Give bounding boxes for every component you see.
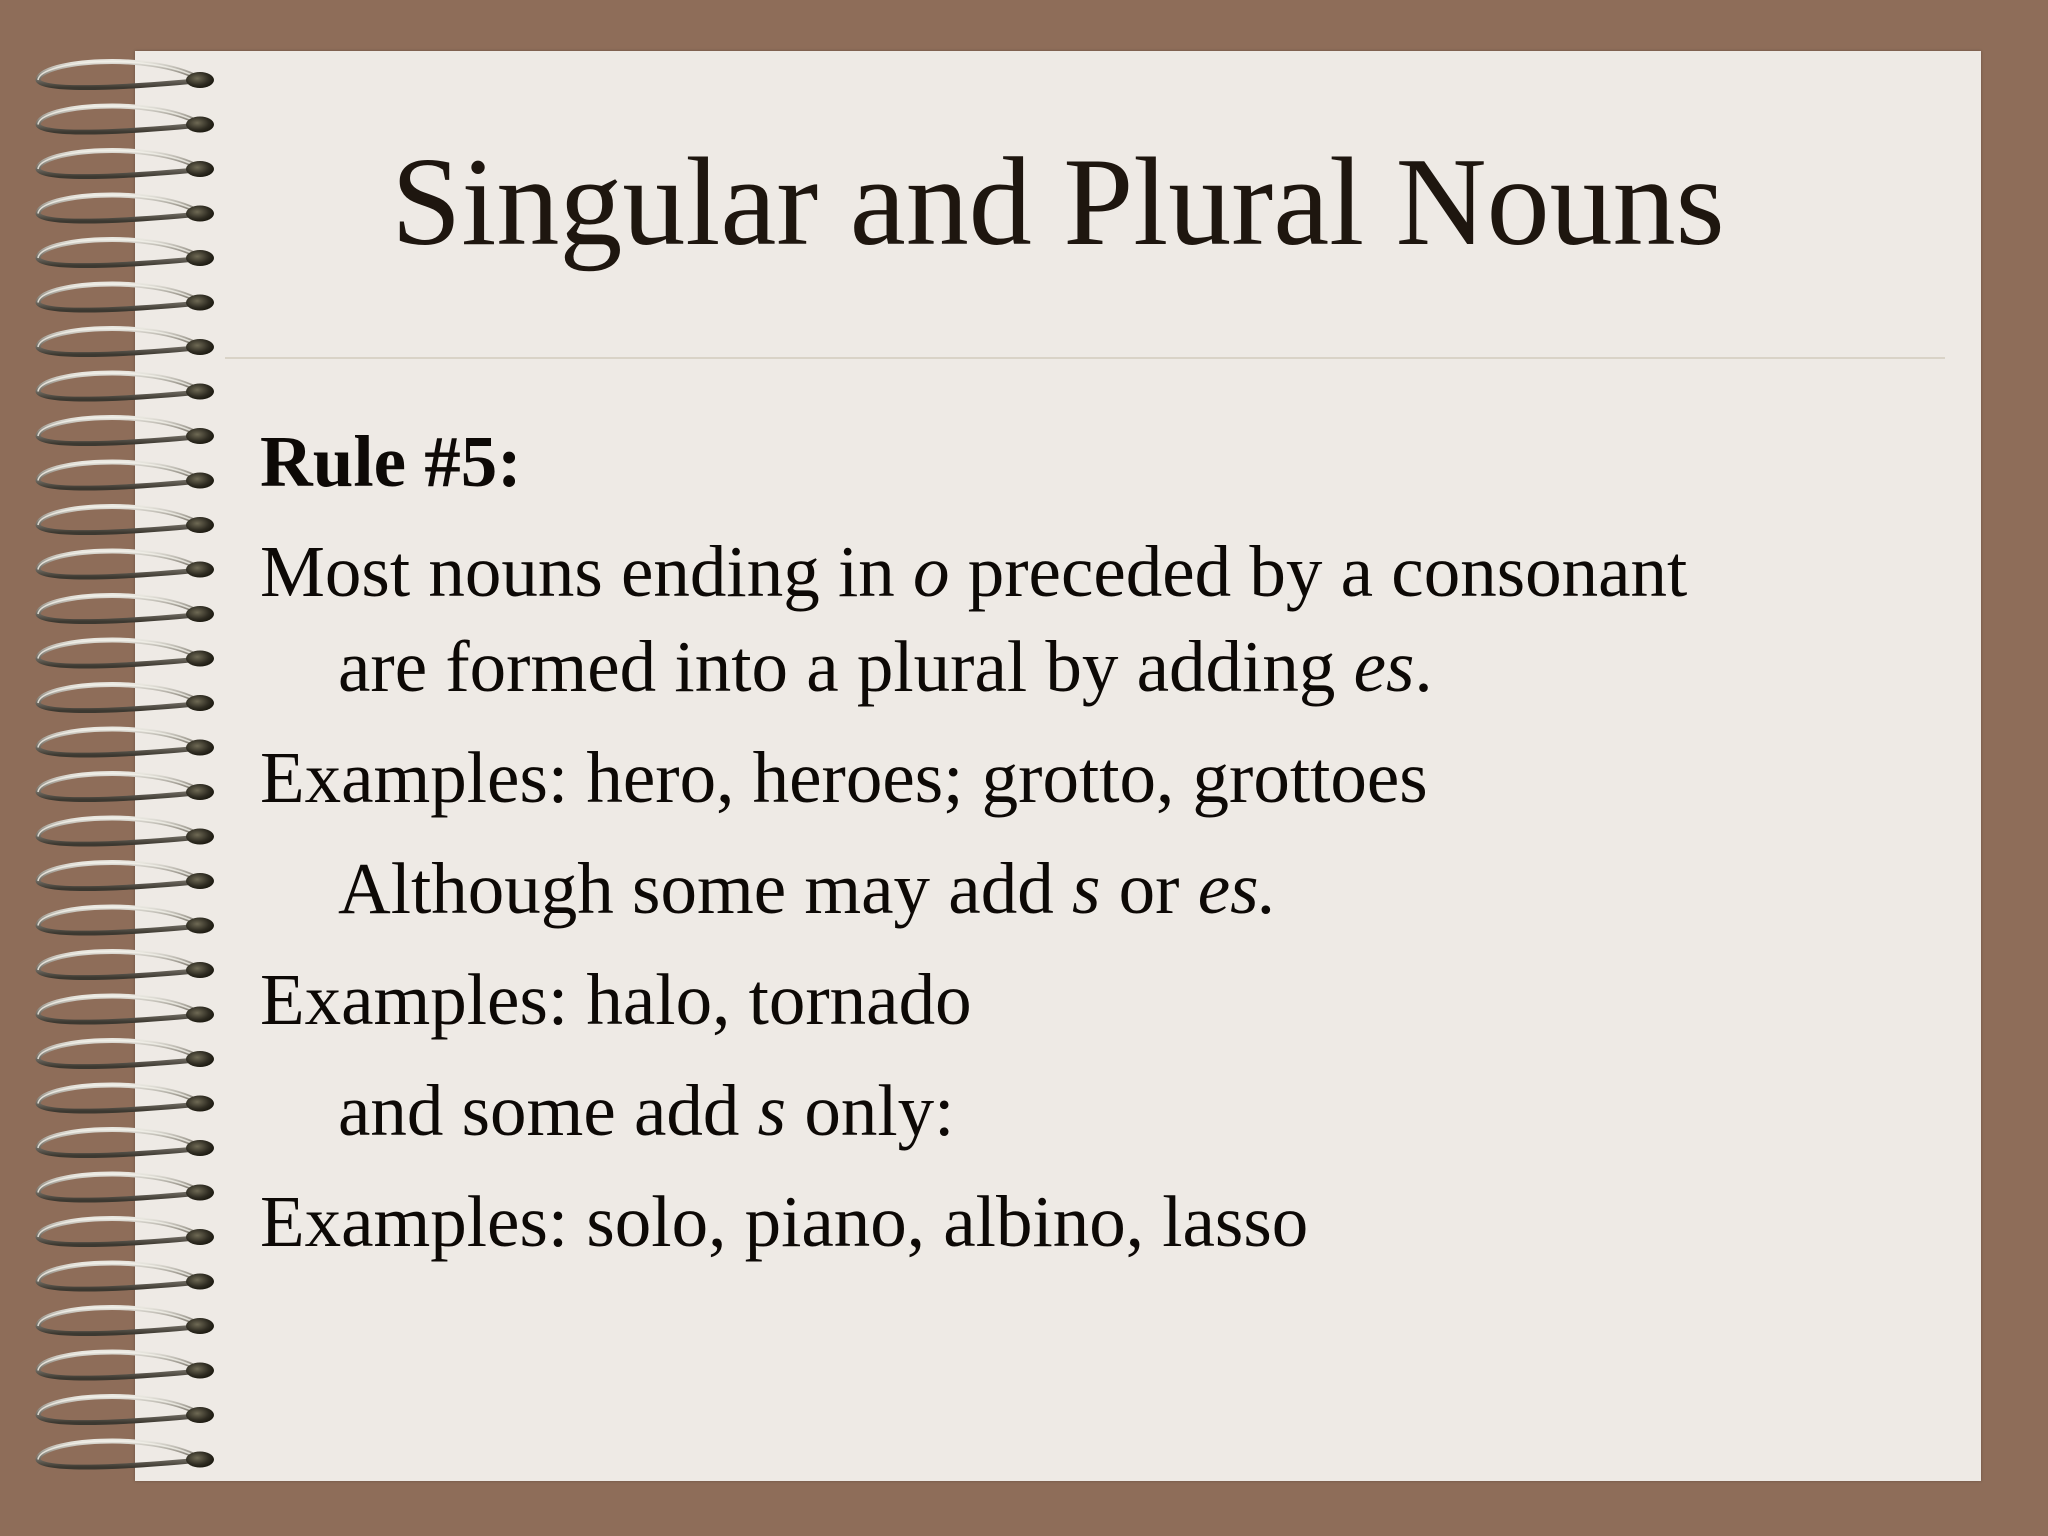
spiral-ring-icon xyxy=(38,729,214,755)
spiral-ring-icon xyxy=(38,1397,214,1423)
slide-title: Singular and Plural Nouns xyxy=(391,133,1725,272)
spiral-ring-icon xyxy=(38,596,214,622)
spiral-ring-icon xyxy=(38,284,214,310)
note-1-text: Although some may add xyxy=(338,848,1072,929)
spiral-ring-icon xyxy=(38,106,214,132)
spiral-ring-icon xyxy=(38,685,214,711)
spiral-ring-icon xyxy=(38,551,214,577)
spiral-ring-icon xyxy=(38,1219,214,1245)
rule-line-2 xyxy=(338,626,1433,707)
note-2-italic-s: s xyxy=(757,1070,787,1151)
spiral-ring-icon xyxy=(38,1041,214,1067)
spiral-ring-icon xyxy=(38,62,214,88)
spiral-ring-icon xyxy=(38,1263,214,1289)
note-2-text-end: only: xyxy=(786,1070,955,1151)
spiral-ring-icon xyxy=(38,1352,214,1378)
rule-line-2-italic: es xyxy=(1353,626,1415,707)
spiral-ring-icon xyxy=(38,863,214,889)
spiral-ring-icon xyxy=(38,952,214,978)
spiral-ring-icon xyxy=(38,329,214,355)
spiral-ring-icon xyxy=(38,418,214,444)
spiral-ring-icon xyxy=(38,1174,214,1200)
examples-1: Examples: hero, heroes; grotto, grottoes xyxy=(260,737,1428,818)
rule-line-2-text: are formed into a plural by adding xyxy=(338,626,1354,707)
title-divider xyxy=(225,357,1945,359)
note-2-text: and some add xyxy=(338,1070,758,1151)
examples-3: Examples: solo, piano, albino, lasso xyxy=(260,1181,1309,1262)
spiral-ring-icon xyxy=(38,507,214,533)
note-1-italic-s: s xyxy=(1071,848,1101,929)
note-1 xyxy=(338,848,1277,929)
rule-line-1-text-end: preceded by a consonant xyxy=(949,531,1688,612)
examples-2: Examples: halo, tornado xyxy=(260,959,972,1040)
note-1-italic-es: es. xyxy=(1197,848,1277,929)
spiral-ring-icon xyxy=(38,462,214,488)
spiral-ring-icon xyxy=(38,818,214,844)
note-1-or: or xyxy=(1100,848,1198,929)
note-2 xyxy=(338,1070,955,1151)
spiral-ring-icon xyxy=(38,996,214,1022)
rule-line-1-italic: o xyxy=(912,531,950,612)
spiral-ring-icon xyxy=(38,640,214,666)
spiral-ring-icon xyxy=(38,1130,214,1156)
spiral-ring-icon xyxy=(38,1308,214,1334)
rule-line-1 xyxy=(260,531,1688,612)
rule-line-2-period: . xyxy=(1414,626,1433,707)
spiral-ring-icon xyxy=(38,1085,214,1111)
rule-heading: Rule #5: xyxy=(260,421,522,502)
spiral-ring-icon xyxy=(38,907,214,933)
rule-line-1-text: Most nouns ending in xyxy=(260,531,913,612)
spiral-ring-icon xyxy=(38,774,214,800)
spiral-ring-icon xyxy=(38,1441,214,1467)
spiral-ring-icon xyxy=(38,373,214,399)
